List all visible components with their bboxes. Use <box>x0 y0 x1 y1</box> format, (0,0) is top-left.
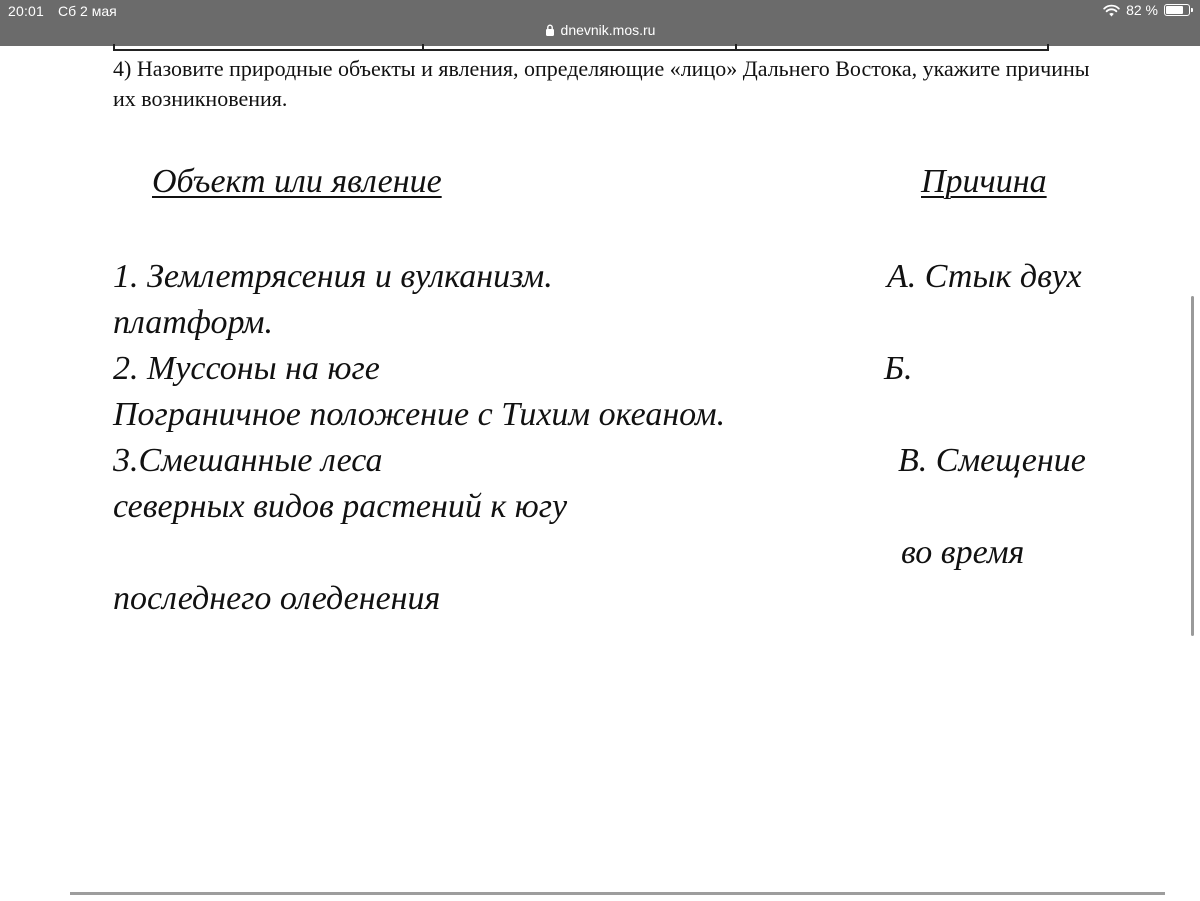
question-text: 4) Назовите природные объекты и явления, определяющие «лицо» Дальнего Востока, укажите причины их возникновения. <box>113 56 1090 111</box>
table-border <box>1047 44 1049 50</box>
answer-line: А. Стык двух <box>887 258 1082 295</box>
page-divider <box>70 892 1165 895</box>
browser-top-bar <box>0 0 1200 46</box>
answer-line: В. Смещение <box>898 442 1086 479</box>
header-cause: Причина <box>921 163 1047 200</box>
answer-line: платформ. <box>113 304 273 341</box>
wifi-icon <box>1103 4 1120 17</box>
answer-line: во время <box>901 534 1025 571</box>
table-border <box>735 44 737 50</box>
status-date: Сб 2 мая <box>58 3 117 19</box>
answer-line: последнего оледенения <box>113 580 441 617</box>
status-time: 20:01 <box>8 3 45 19</box>
table-border <box>113 44 115 50</box>
battery-level-fill <box>1166 6 1183 14</box>
answer-line: 1. Землетрясения и вулканизм. <box>113 258 553 295</box>
answer-line: 3.Смешанные леса <box>113 442 383 479</box>
address-bar[interactable] <box>0 22 1200 38</box>
vertical-scrollbar[interactable] <box>1191 296 1194 636</box>
lock-icon <box>545 24 555 36</box>
battery-icon <box>1164 4 1190 16</box>
table-border <box>422 44 424 50</box>
url-text[interactable]: dnevnik.mos.ru <box>560 22 656 38</box>
battery-percent: 82 % <box>1126 2 1158 18</box>
status-indicators <box>1103 2 1190 18</box>
table-bottom-edge <box>113 46 1049 51</box>
answer-line: 2. Муссоны на юге <box>113 350 380 387</box>
answer-line: Пограничное положение с Тихим океаном. <box>113 396 726 433</box>
answer-line: северных видов растений к югу <box>113 488 568 525</box>
header-object: Объект или явление <box>152 163 442 200</box>
answer-line: Б. <box>884 350 913 387</box>
